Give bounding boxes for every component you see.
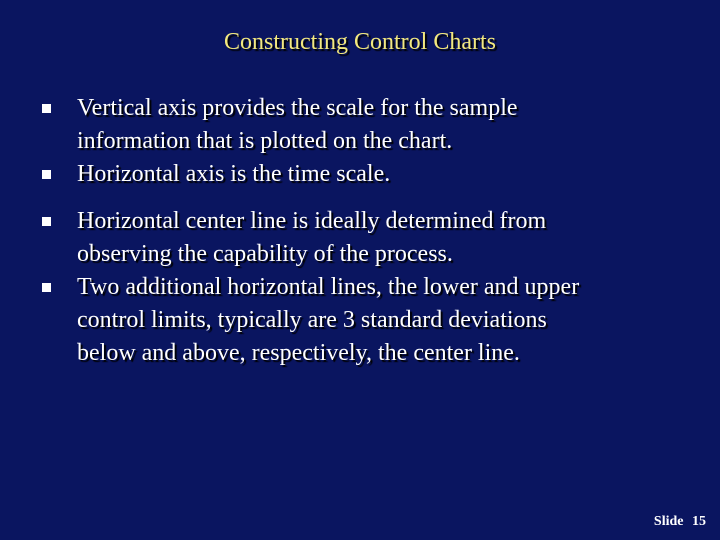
- bullet-text-2: [77, 158, 677, 191]
- bullet-line: Horizontal center line is ideally determined from: [77, 208, 547, 234]
- bullet-text-3: [77, 205, 677, 271]
- square-bullet-icon: [42, 217, 51, 226]
- bullet-line: below and above, respectively, the center line.: [77, 340, 520, 366]
- slide-title: Constructing Control Charts: [224, 29, 496, 55]
- bullet-line: Vertical axis provides the scale for the sample: [77, 95, 518, 121]
- slide-footer: [654, 513, 706, 531]
- bullet-line: control limits, typically are 3 standard deviations: [77, 307, 547, 333]
- slide-label: Slide: [653, 514, 684, 529]
- bullet-line: Two additional horizontal lines, the lower and upper: [77, 274, 580, 300]
- bullet-line: information that is plotted on the chart.: [77, 128, 453, 154]
- bullet-line: observing the capability of the process.: [77, 241, 453, 267]
- square-bullet-icon: [42, 283, 51, 292]
- square-bullet-icon: [42, 170, 51, 179]
- square-bullet-icon: [42, 104, 51, 113]
- bullet-text-4: [77, 271, 677, 370]
- slide-number: 15: [692, 514, 706, 529]
- bullet-text-1: [77, 92, 677, 158]
- bullet-line: Horizontal axis is the time scale.: [77, 161, 391, 187]
